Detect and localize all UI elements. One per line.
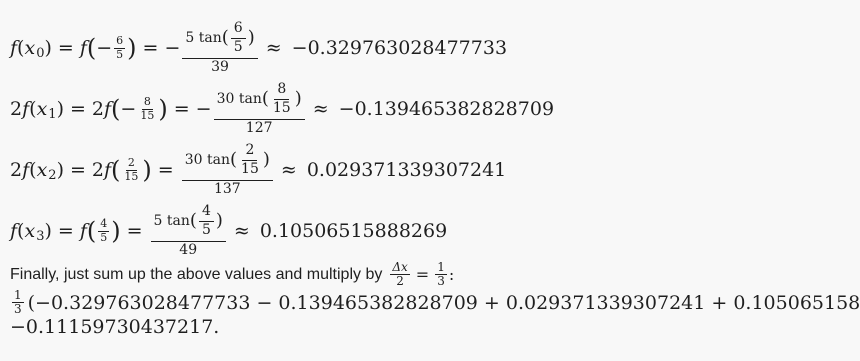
equation-line: f ( x 0 ) = f ( − $\frac{6}{5}$ ) = − 5 tan ( $\frac{6}{5}$ ) 39 ≈ −0.329763028477733 xyxy=(10,20,508,75)
coefficient: 2 xyxy=(10,158,23,181)
colon: : xyxy=(448,265,455,285)
fraction: $\frac{4}{5}$ xyxy=(100,217,108,244)
sign: − xyxy=(195,97,212,120)
sign: − xyxy=(96,36,113,59)
coefficient: 2 xyxy=(10,97,23,120)
fraction: 30 tan ( $\frac{2}{15}$ ) 137 xyxy=(182,143,273,197)
equation-line: f ( x 3 ) = f ( $\frac{4}{5}$ ) = 5 tan ( $\frac{4}{5}$ ) 49 ≈ 0.10506515888269 xyxy=(10,203,448,258)
approx-value: −0.329763028477733 xyxy=(291,36,508,59)
subscript: 2 xyxy=(48,167,57,183)
fraction: $\frac{2}{15}$ xyxy=(124,156,139,183)
finally-sentence: Finally, just sum up the above values and multiply by $\frac{\Delta x}{2}$ = $\frac{1}{3}$ : xyxy=(10,260,455,289)
coefficient: 2 xyxy=(91,97,104,120)
sum-expression-line xyxy=(10,289,860,316)
fraction: $\frac{\Delta x}{2}$ xyxy=(392,260,408,289)
subscript: 1 xyxy=(48,106,57,122)
fraction: 5 tan ( $\frac{6}{5}$ ) 39 xyxy=(182,21,257,75)
fraction: 30 tan ( $\frac{8}{15}$ ) 127 xyxy=(214,82,305,136)
approx-value: −0.139465382828709 xyxy=(338,97,555,120)
sum-result: −0.11159730437217. xyxy=(10,316,220,338)
equation-line: 2 f ( x 1 ) = 2 f ( − $\frac{8}{15}$ ) = − 30 tan ( $\frac{8}{15}$ ) 127 ≈ −0.139465382828709 xyxy=(10,81,555,136)
sign: − xyxy=(164,36,181,59)
fraction: 5 tan ( $\frac{4}{5}$ ) 49 xyxy=(151,204,226,258)
subscript: 3 xyxy=(36,228,45,244)
sum-expression: (−0.329763028477733 − 0.139465382828709 + 0.029371339307241 + 0.105065158 xyxy=(27,291,860,314)
finally-text: Finally, just sum up the above values and multiply by xyxy=(10,265,383,283)
equation-line: 2 f ( x 2 ) = 2 f ( $\frac{2}{15}$ ) = 30 tan ( $\frac{2}{15}$ ) 137 ≈ 0.029371339307241 xyxy=(10,142,507,197)
fraction: $\frac{1}{3}$ xyxy=(437,260,445,289)
coefficient: 2 xyxy=(91,158,104,181)
sign: − xyxy=(120,97,137,120)
approx-value: 0.029371339307241 xyxy=(306,158,507,181)
fraction: $\frac{1}{3}$ xyxy=(14,288,22,317)
fraction: $\frac{6}{5}$ xyxy=(116,34,124,61)
approx-value: 0.10506515888269 xyxy=(259,219,448,242)
subscript: 0 xyxy=(36,45,45,61)
fraction: $\frac{8}{15}$ xyxy=(140,95,155,122)
